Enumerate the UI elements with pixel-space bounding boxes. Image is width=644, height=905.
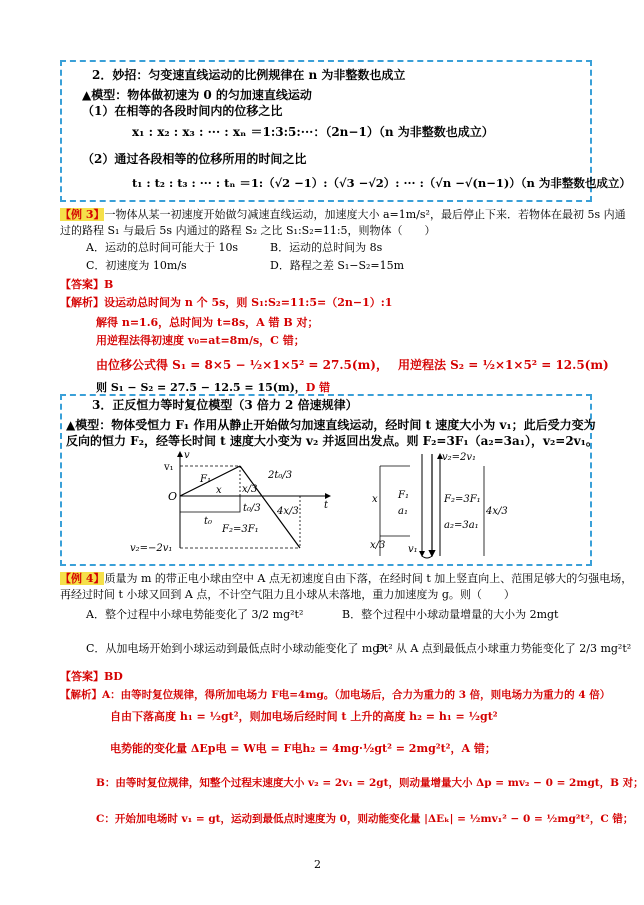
motion-v2-label: v₂=2v₁	[442, 452, 477, 463]
motion-F1-label: F₁	[398, 490, 409, 501]
ex4-analysis-5: C：开始加电场时 v₁ = gt，运动到最低点时速度为 0，则动能变化量 |ΔEₖ| = ½mv₁² − 0 = ½mg²t²，C 错；	[96, 813, 634, 825]
ex4-analysis-1: 【解析】A：由等时复位规律，得所加电场力 F电=4mg。（加电场后，合力为重力的 3 倍，则电场力为重力的 4 倍）	[60, 689, 611, 701]
graph-2t03-label: 2t₀/3	[268, 470, 293, 481]
ex4-line2: 再经过时间 t 小球又回到 A 点，不计空气阻力且小球从未落地，重力加速度为 g。则（ ）	[60, 588, 515, 601]
graph-t-label: t	[324, 500, 329, 511]
graph-origin-label: O	[168, 490, 178, 503]
page-number: 2	[314, 858, 321, 871]
graph-F1-label: F₁	[200, 474, 211, 485]
motion-v1-label: v₁	[408, 544, 418, 555]
ex4-line1: 【例 4】质量为 m 的带正电小球由空中 A 点无初速度自由下落，在经时间 t 加上竖直向上、范围足够大的匀强电场，	[60, 572, 633, 585]
ex3-tag: 【例 3】	[60, 208, 105, 221]
motion-a1-label: a₁	[398, 506, 408, 517]
ex3-option-b: B．运动的总时间为 8s	[270, 241, 383, 254]
graph-t03-label: t₀/3	[243, 503, 261, 514]
box1-formula1: x₁ : x₂ : x₃ : ··· : xₙ ＝1:3:5:···：（2n−1）（n 为非整数也成立）	[132, 125, 494, 139]
motion-F2-label: F₂=3F₁	[444, 494, 481, 505]
motion-diagram	[370, 448, 520, 560]
graph-v1-label: v₁	[164, 462, 174, 473]
ex4-option-b: B．整个过程中小球动量增量的大小为 2mgt	[342, 608, 559, 621]
velocity-time-graph	[130, 448, 340, 558]
motion-x3-label: x/3	[370, 540, 386, 551]
graph-x-label: x	[216, 485, 222, 496]
box1-title: 2．妙招：匀变速直线运动的比例规律在 n 为非整数也成立	[92, 68, 406, 82]
graph-v2-label: v₂=−2v₁	[130, 543, 173, 554]
ex3-option-d: D．路程之差 S₁−S₂=15m	[270, 259, 405, 272]
ex4-answer: 【答案】BD	[60, 670, 123, 683]
motion-a2-label: a₂=3a₁	[444, 520, 479, 531]
box2-title: 3．正反恒力等时复位模型（3 倍力 2 倍速规律）	[92, 398, 358, 412]
motion-4x3-label: 4x/3	[486, 506, 508, 517]
ex4-option-a: A．整个过程中小球电势能变化了 3/2 mg²t²	[86, 608, 304, 621]
graph-F2-label: F₂=3F₁	[222, 524, 259, 535]
ex4-analysis-3: 电势能的变化量 ΔEp电 = W电 = F电h₂ = 4mg·½gt² = 2mg²t²，A 错；	[110, 742, 496, 755]
ex4-option-d: D．从 A 点到最低点小球重力势能变化了 2/3 mg²t²	[376, 642, 632, 655]
ex3-analysis-5: 则 S₁ − S₂ = 27.5 − 12.5 = 15(m)，D 错	[96, 381, 331, 394]
box2-line2: 反向的恒力 F₂，经等长时间 t 速度大小变为 v₂ 并返回出发点。则 F₂=3F₁（a₂=3a₁），v₂=2v₁。	[66, 434, 598, 448]
box1-formula2: t₁ : t₂ : t₃ : ··· : tₙ ＝1:（√2 −1）:（√3 −√2）: ··· :（√n −√(n−1)）（n 为非整数也成立）	[132, 176, 631, 190]
graph-4x3-label: 4x/3	[277, 506, 299, 517]
ex4-analysis-4: B：由等时复位规律，知整个过程末速度大小 v₂ = 2v₁ = 2gt，则动量增量大小 Δp = mv₂ − 0 = 2mgt，B 对；	[96, 777, 644, 789]
ex4-tag: 【例 4】	[60, 572, 105, 585]
box2-line1: ▲模型：物体受恒力 F₁ 作用从静止开始做匀加速直线运动，经时间 t 速度大小为 v₁；此后受力变为	[66, 418, 596, 432]
ex4-analysis-2: 自由下落高度 h₁ = ½gt²，则加电场后经时间 t 上升的高度 h₂ = h₁ = ½gt²	[110, 710, 498, 723]
box1-sub2: （2）通过各段相等的位移所用的时间之比	[82, 152, 307, 166]
motion-x-label: x	[372, 494, 378, 505]
box1-sub1: （1）在相等的各段时间内的位移之比	[82, 104, 283, 118]
box1-model: ▲模型：物体做初速为 0 的匀加速直线运动	[82, 88, 312, 102]
graph-v-label: v	[184, 450, 190, 461]
graph-x3-label: x/3	[242, 484, 258, 495]
ex3-option-c: C．初速度为 10m/s	[86, 259, 187, 272]
ex3-line2: 过的路程 S₁ 与最后 5s 内通过的路程 S₂ 之比 S₁:S₂=11:5，则物体（ ）	[60, 224, 436, 237]
ex3-analysis-3: 用逆程法得初速度 v₀=at=8m/s，C 错；	[96, 334, 305, 347]
ex3-analysis-4: 由位移公式得 S₁ = 8×5 − ½×1×5² = 27.5(m)， 用逆程法 S₂ = ½×1×5² = 12.5(m)	[96, 358, 609, 372]
ex3-analysis-2: 解得 n=1.6，总时间为 t=8s，A 错 B 对；	[96, 316, 319, 329]
ex3-answer: 【答案】B	[60, 278, 114, 291]
ex3-option-a: A．运动的总时间可能大于 10s	[86, 241, 239, 254]
graph-t0-label: t₀	[204, 516, 213, 527]
ex3-line1: 【例 3】一物体从某一初速度开始做匀减速直线运动，加速度大小 a=1m/s²，最后停止下来．若物体在最初 5s 内通	[60, 208, 626, 221]
ex3-analysis-1: 【解析】设运动总时间为 n 个 5s，则 S₁:S₂=11:5=（2n−1）:1	[60, 296, 393, 309]
ex4-option-c: C．从加电场开始到小球运动到最低点时小球动能变化了 mg²t²	[86, 642, 393, 655]
